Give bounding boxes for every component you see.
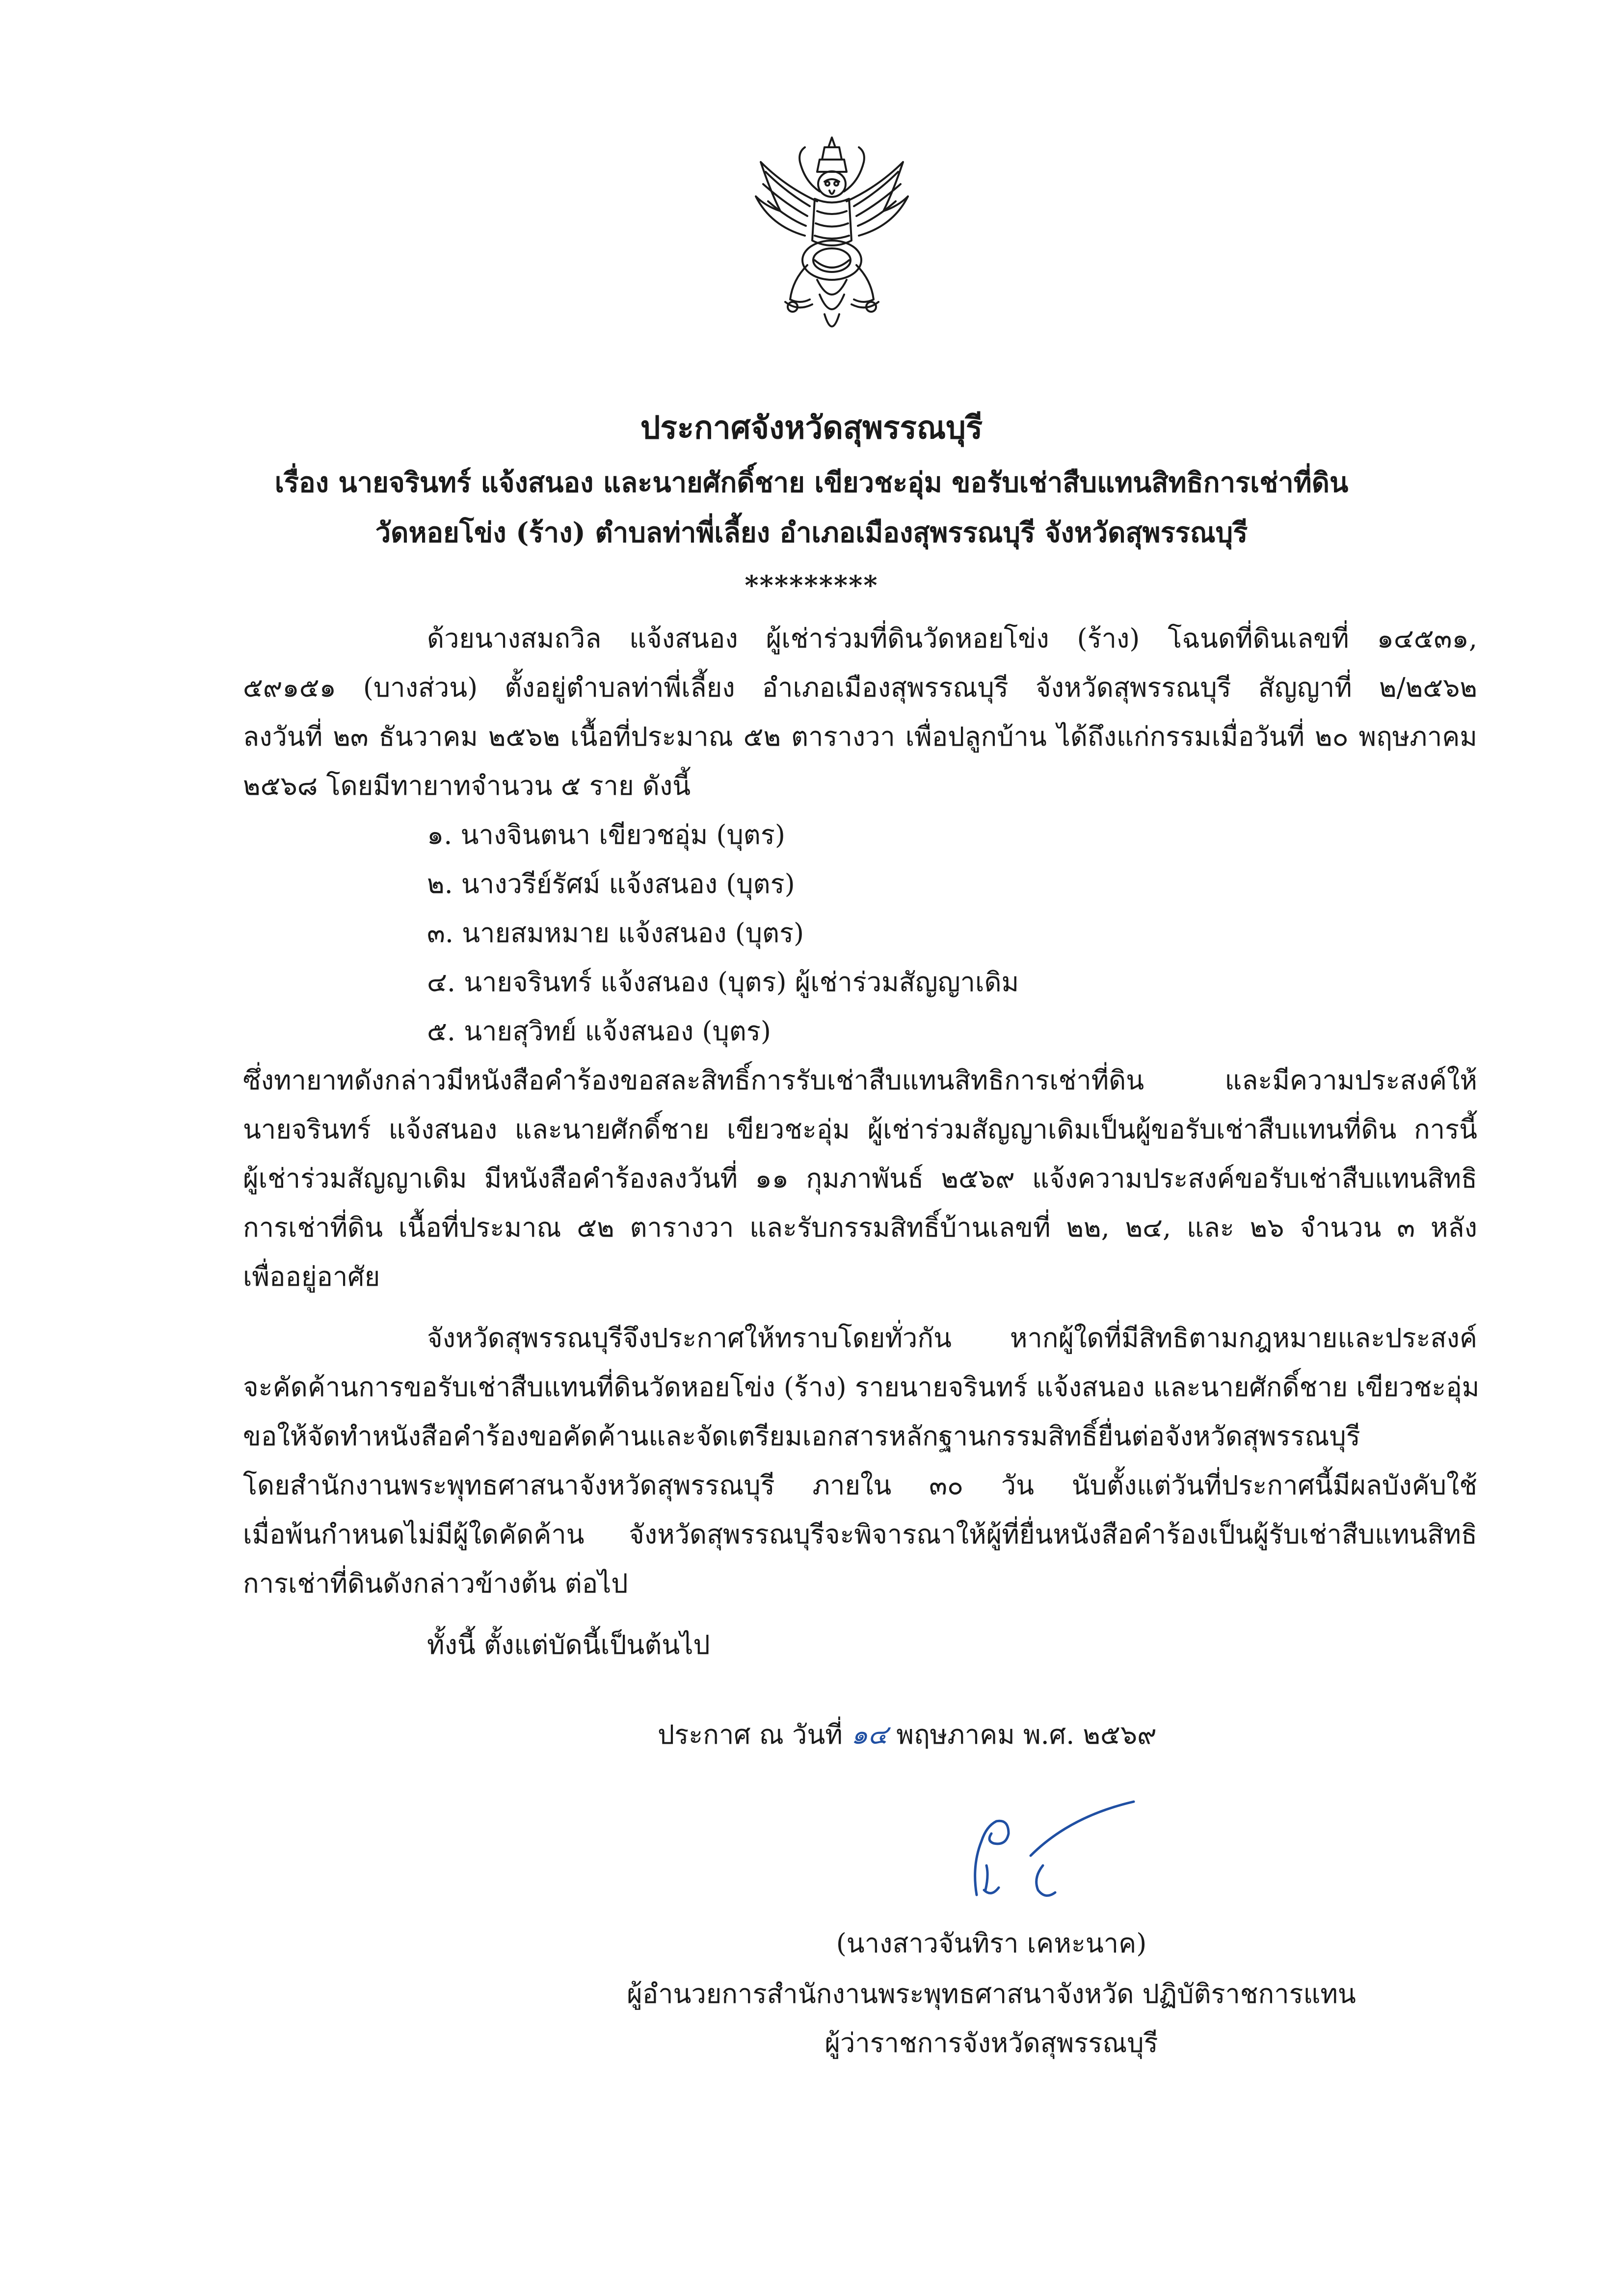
handwritten-signature xyxy=(957,1792,1144,1910)
announcement-date xyxy=(658,1713,1157,1756)
garuda-emblem xyxy=(751,133,913,344)
subject-line-2: วัดหอยโข่ง (ร้าง) ตำบลท่าพี่เลี้ยง อำเภอเมืองสุพรรณบุรี จังหวัดสุพรรณบุรี xyxy=(375,516,1248,549)
para1-line: ด้วยนางสมถวิล แจ้งสนอง ผู้เช่าร่วมที่ดินวัดหอยโข่ง (ร้าง) โฉนดที่ดินเลขที่ ๑๔๕๓๑, xyxy=(427,623,1477,654)
para3-line: โดยสำนักงานพระพุทธศาสนาจังหวัดสุพรรณบุรี ภายใน ๓๐ วัน นับตั้งแต่วันที่ประกาศนี้มีผลบังคับใช้ xyxy=(243,1470,1477,1501)
subject-line-1: เรื่อง นายจรินทร์ แจ้งสนอง และนายศักดิ์ชาย เขียวชะอุ่ม ขอรับเช่าสืบแทนสิทธิการเช่าที่ดิน xyxy=(274,466,1349,499)
para3-line: จะคัดค้านการขอรับเช่าสืบแทนที่ดินวัดหอยโข่ง (ร้าง) รายนายจรินทร์ แจ้งสนอง และนายศักดิ์ชาย เขียวชะอุ่ม xyxy=(243,1372,1480,1403)
heir-item: ๒. นางวรีย์รัศม์ แจ้งสนอง (บุตร) xyxy=(427,868,795,899)
para3-line: จังหวัดสุพรรณบุรีจึงประกาศให้ทราบโดยทั่วกัน หากผู้ใดที่มีสิทธิตามกฎหมายและประสงค์ xyxy=(427,1323,1477,1353)
para2-line: เพื่ออยู่อาศัย xyxy=(243,1261,380,1292)
separator: ********* xyxy=(745,569,878,601)
date-suffix: พฤษภาคม พ.ศ. ๒๕๖๙ xyxy=(896,1719,1157,1750)
announcement-title: ประกาศจังหวัดสุพรรณบุรี xyxy=(640,409,983,446)
para2-line: การเช่าที่ดิน เนื้อที่ประมาณ ๕๒ ตารางวา และรับกรรมสิทธิ์บ้านเลขที่ ๒๒, ๒๔, และ ๒๖ จำนวน ๓ หลัง xyxy=(243,1212,1477,1243)
heir-item: ๓. นายสมหมาย แจ้งสนอง (บุตร) xyxy=(427,918,804,948)
effective-statement: ทั้งนี้ ตั้งแต่บัดนี้เป็นต้นไป xyxy=(427,1629,710,1660)
signatory-position: ผู้อำนวยการสำนักงานพระพุทธศาสนาจังหวัด ปฏิบัติราชการแทน xyxy=(627,1978,1356,2009)
para2-line: ซึ่งทายาทดังกล่าวมีหนังสือคำร้องขอสละสิทธิ์การรับเช่าสืบแทนสิทธิการเช่าที่ดิน และมีความประสงค์ให้ xyxy=(243,1065,1477,1096)
para3-line: เมื่อพ้นกำหนดไม่มีผู้ใดคัดค้าน จังหวัดสุพรรณบุรีจะพิจารณาให้ผู้ที่ยื่นหนังสือคำร้องเป็นผู้รับเช่าสืบแทนสิทธิ xyxy=(243,1519,1477,1550)
heir-item: ๔. นายจรินทร์ แจ้งสนอง (บุตร) ผู้เช่าร่วมสัญญาเดิม xyxy=(427,967,1019,998)
date-day: ๑๔ xyxy=(851,1719,888,1750)
para3-line: ขอให้จัดทำหนังสือคำร้องขอคัดค้านและจัดเตรียมเอกสารหลักฐานกรรมสิทธิ์ยื่นต่อจังหวัดสุพรรณบุรี xyxy=(243,1421,1360,1452)
para2-line: ผู้เช่าร่วมสัญญาเดิม มีหนังสือคำร้องลงวันที่ ๑๑ กุมภาพันธ์ ๒๕๖๙ แจ้งความประสงค์ขอรับเช่าสืบแทนสิทธิ xyxy=(243,1163,1477,1194)
para2-line: นายจรินทร์ แจ้งสนอง และนายศักดิ์ชาย เขียวชะอุ่ม ผู้เช่าร่วมสัญญาเดิมเป็นผู้ขอรับเช่าสืบแทนที่ดิน การนี้ xyxy=(243,1114,1477,1145)
heir-item: ๕. นายสุวิทย์ แจ้งสนอง (บุตร) xyxy=(427,1016,771,1047)
para1-line: ลงวันที่ ๒๓ ธันวาคม ๒๕๖๒ เนื้อที่ประมาณ ๕๒ ตารางวา เพื่อปลูกบ้าน ได้ถึงแก่กรรมเมื่อวันที่ ๒๐ พฤษภาคม xyxy=(243,721,1477,752)
signatory-position-2: ผู้ว่าราชการจังหวัดสุพรรณบุรี xyxy=(825,2027,1158,2058)
para1-line: ๕๙๑๕๑ (บางส่วน) ตั้งอยู่ตำบลท่าพี่เลี้ยง อำเภอเมืองสุพรรณบุรี จังหวัดสุพรรณบุรี สัญญาที่ ๒/๒๕๖๒ xyxy=(243,672,1477,703)
para1-line: ๒๕๖๘ โดยมีทายาทจำนวน ๕ ราย ดังนี้ xyxy=(243,770,691,801)
para3-line: การเช่าที่ดินดังกล่าวข้างต้น ต่อไป xyxy=(243,1568,628,1599)
signatory-name: (นางสาวจันทิรา เคหะนาค) xyxy=(836,1928,1147,1959)
date-prefix: ประกาศ ณ วันที่ xyxy=(658,1719,843,1750)
heir-item: ๑. นางจินตนา เขียวชอุ่ม (บุตร) xyxy=(427,819,785,850)
